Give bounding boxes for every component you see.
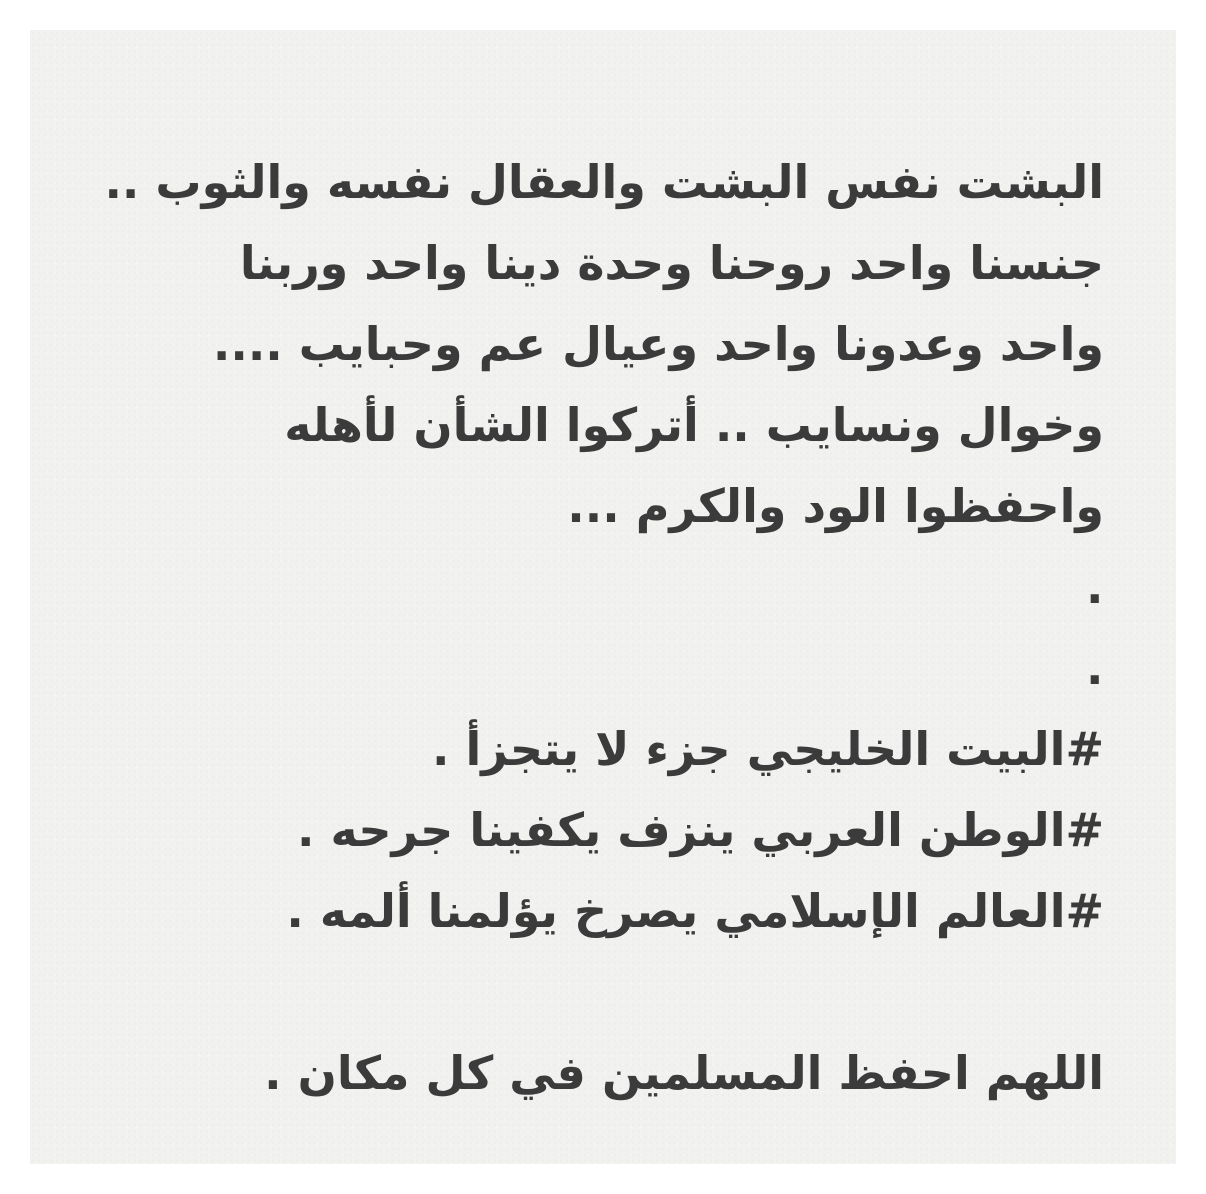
separator-dot-2: .: [1086, 641, 1104, 695]
poem-line-1: البشت نفس البشت والعقال نفسه والثوب ..: [104, 155, 1104, 209]
hashtag-line-2: #الوطن العربي ينزف يكفينا جرحه .: [297, 803, 1104, 857]
separator-dot-1: .: [1086, 560, 1104, 614]
poem-line-5: واحفظوا الود والكرم ...: [567, 479, 1104, 533]
hashtag-line-3: #العالم الإسلامي يصرخ يؤلمنا ألمه .: [286, 884, 1104, 938]
poem-line-4: وخوال ونسايب .. أتركوا الشأن لأهله: [284, 398, 1104, 452]
closing-prayer: اللهم احفظ المسلمين في كل مكان .: [264, 1046, 1104, 1100]
poem-text-block: [104, 142, 1104, 1114]
blank-gap: [104, 952, 1104, 1033]
poem-line-3: واحد وعدونا واحد وعيال عم وحبايب ....: [212, 317, 1104, 371]
poem-line-2: جنسنا واحد روحنا وحدة دينا واحد وربنا: [239, 236, 1104, 290]
paper-background: [30, 30, 1176, 1164]
hashtag-line-1: #البيت الخليجي جزء لا يتجزأ .: [432, 722, 1104, 776]
